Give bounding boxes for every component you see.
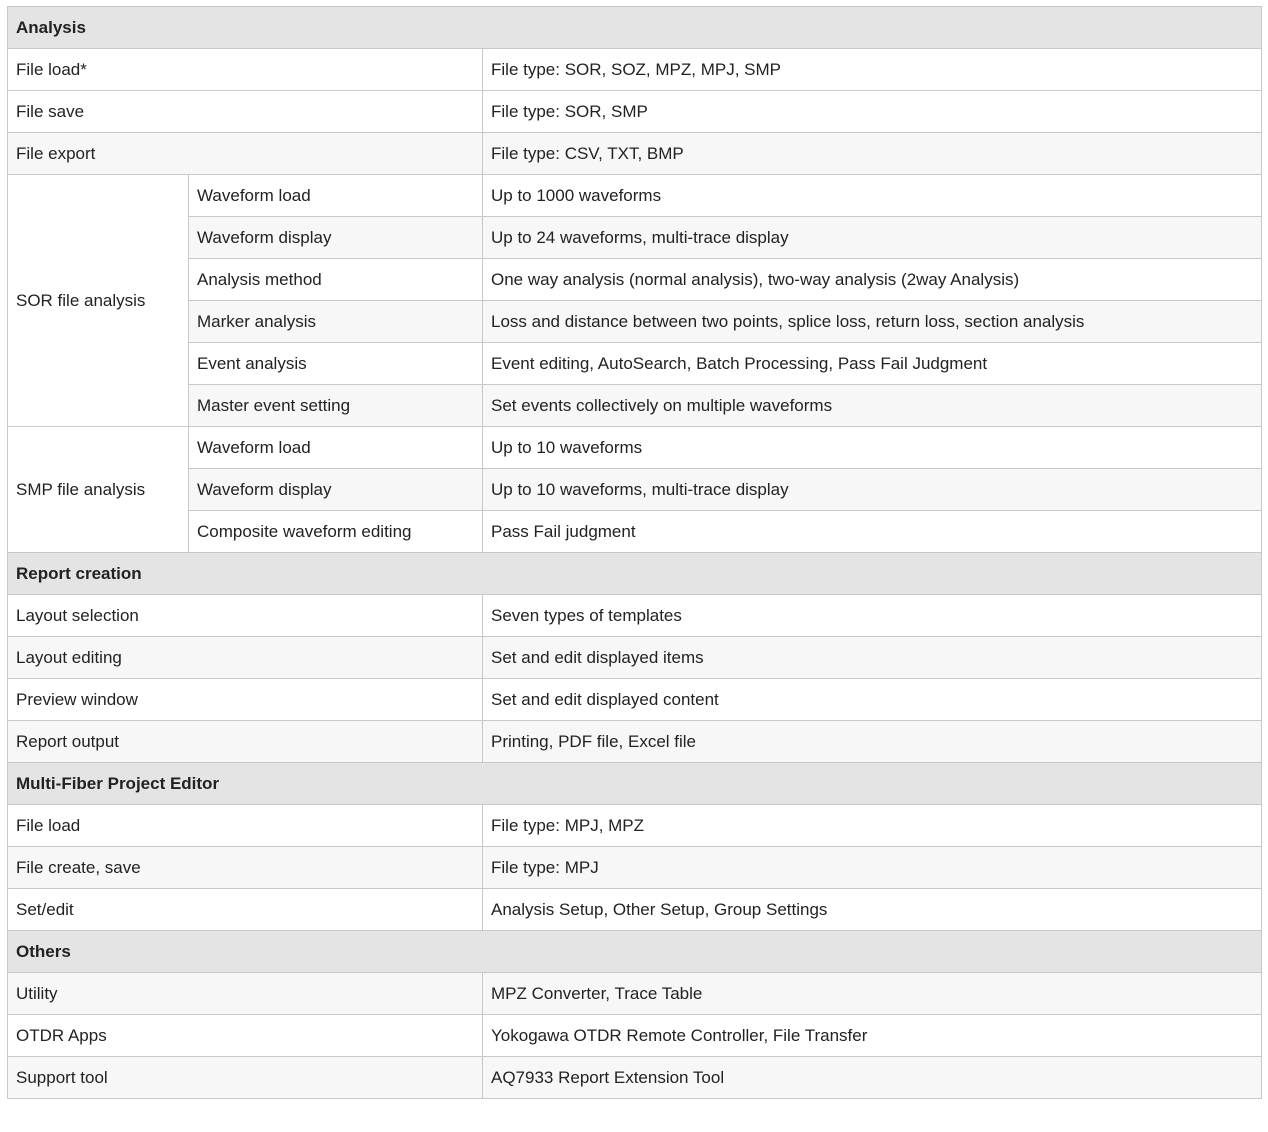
table-row [8,49,1262,91]
table-row [8,637,1262,679]
feature-cell: File export [8,133,483,175]
table-row [8,973,1262,1015]
value-cell: Pass Fail judgment [483,511,1262,553]
table-row [8,217,1262,259]
table-row [8,91,1262,133]
table-row [8,679,1262,721]
value-cell: File type: CSV, TXT, BMP [483,133,1262,175]
value-cell: Event editing, AutoSearch, Batch Processing, Pass Fail Judgment [483,343,1262,385]
section-header-others [8,931,1262,973]
value-cell: Loss and distance between two points, splice loss, return loss, section analysis [483,301,1262,343]
table-row [8,595,1262,637]
section-title: Report creation [8,553,1262,595]
value-cell: File type: SOR, SMP [483,91,1262,133]
value-cell: Seven types of templates [483,595,1262,637]
feature-cell: Report output [8,721,483,763]
table-row [8,385,1262,427]
value-cell: Set and edit displayed content [483,679,1262,721]
feature-cell: Support tool [8,1057,483,1099]
feature-cell: Layout editing [8,637,483,679]
table-row [8,469,1262,511]
feature-cell: File load [8,805,483,847]
feature-cell: File create, save [8,847,483,889]
table-row [8,175,1262,217]
section-title: Analysis [8,7,1262,49]
group-label-sor: SOR file analysis [8,175,189,427]
value-cell: AQ7933 Report Extension Tool [483,1057,1262,1099]
value-cell: Up to 10 waveforms, multi-trace display [483,469,1262,511]
table-row [8,343,1262,385]
sub-feature-cell: Event analysis [189,343,483,385]
value-cell: File type: MPJ, MPZ [483,805,1262,847]
sub-feature-cell: Waveform load [189,175,483,217]
feature-cell: Preview window [8,679,483,721]
value-cell: File type: SOR, SOZ, MPZ, MPJ, SMP [483,49,1262,91]
value-cell: Set events collectively on multiple waveforms [483,385,1262,427]
table-row [8,721,1262,763]
table-row [8,805,1262,847]
value-cell: Set and edit displayed items [483,637,1262,679]
sub-feature-cell: Master event setting [189,385,483,427]
sub-feature-cell: Composite waveform editing [189,511,483,553]
value-cell: Up to 10 waveforms [483,427,1262,469]
table-row [8,1015,1262,1057]
table-row [8,511,1262,553]
value-cell: Printing, PDF file, Excel file [483,721,1262,763]
table-row [8,889,1262,931]
table-row [8,427,1262,469]
section-header-multi-fiber-project-editor [8,763,1262,805]
feature-cell: File load* [8,49,483,91]
sub-feature-cell: Analysis method [189,259,483,301]
value-cell: One way analysis (normal analysis), two-way analysis (2way Analysis) [483,259,1262,301]
sub-feature-cell: Waveform display [189,469,483,511]
value-cell: Up to 24 waveforms, multi-trace display [483,217,1262,259]
table-row [8,301,1262,343]
section-title: Multi-Fiber Project Editor [8,763,1262,805]
section-header-report-creation [8,553,1262,595]
sub-feature-cell: Waveform display [189,217,483,259]
sub-feature-cell: Waveform load [189,427,483,469]
spec-table-container [7,6,1262,1099]
feature-cell: Utility [8,973,483,1015]
value-cell: MPZ Converter, Trace Table [483,973,1262,1015]
feature-cell: File save [8,91,483,133]
section-title: Others [8,931,1262,973]
table-row [8,133,1262,175]
value-cell: Up to 1000 waveforms [483,175,1262,217]
feature-cell: OTDR Apps [8,1015,483,1057]
sub-feature-cell: Marker analysis [189,301,483,343]
value-cell: Analysis Setup, Other Setup, Group Settings [483,889,1262,931]
group-label-smp: SMP file analysis [8,427,189,553]
value-cell: Yokogawa OTDR Remote Controller, File Transfer [483,1015,1262,1057]
value-cell: File type: MPJ [483,847,1262,889]
feature-cell: Set/edit [8,889,483,931]
table-row [8,1057,1262,1099]
table-row [8,847,1262,889]
feature-cell: Layout selection [8,595,483,637]
spec-table [7,6,1262,1099]
table-row [8,259,1262,301]
section-header-analysis [8,7,1262,49]
